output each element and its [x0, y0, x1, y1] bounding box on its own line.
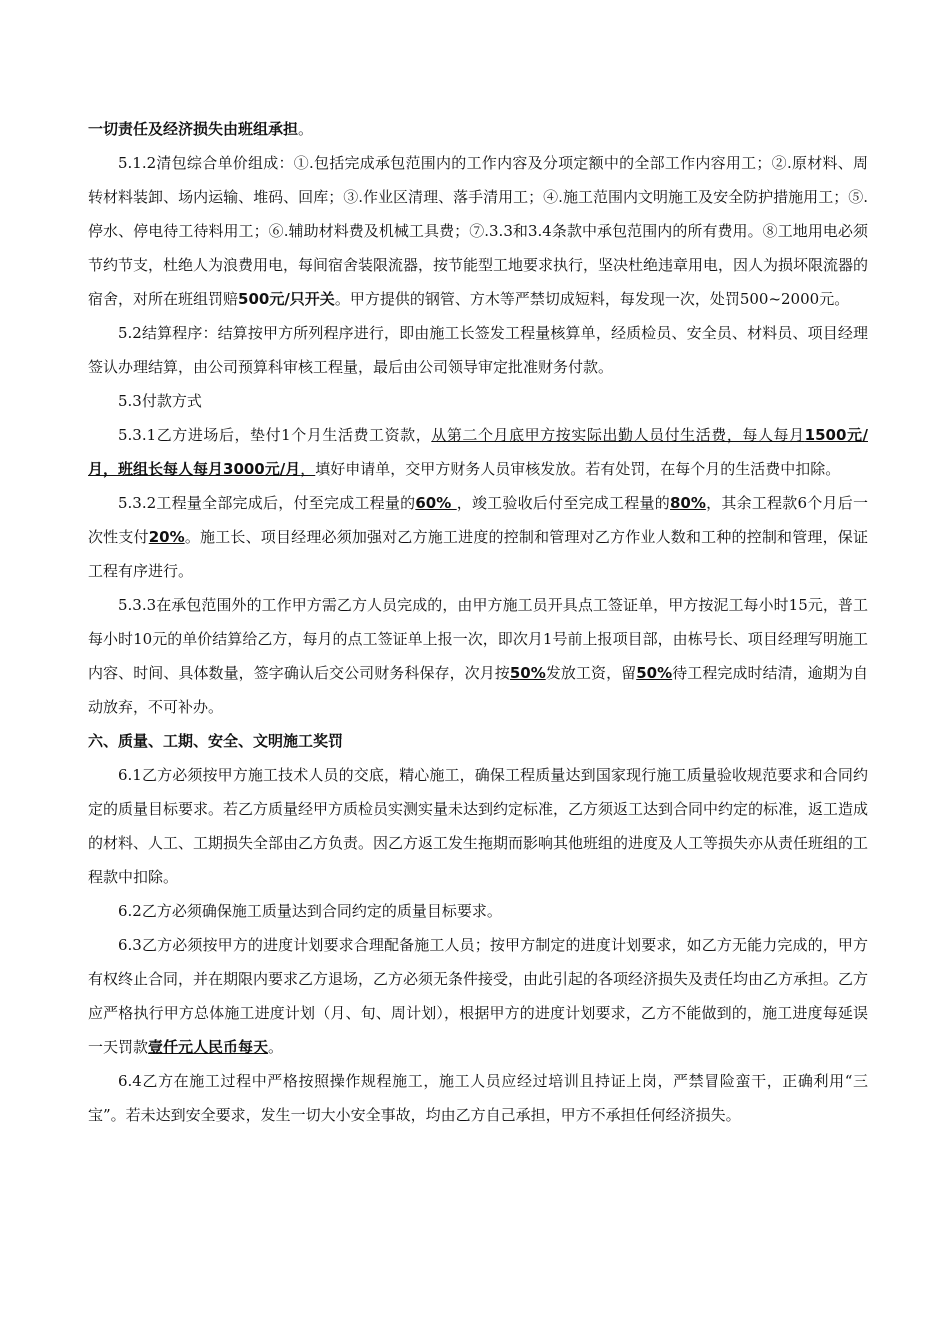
text: ，竣工验收后付至完成工程量的	[456, 494, 670, 512]
text: 。	[298, 120, 314, 138]
paragraph-6-2: 6.2乙方必须确保施工质量达到合同约定的质量目标要求。	[118, 902, 502, 920]
underlined-text: 从第二个月底甲方按实际出勤人员付生活费，每人每月	[431, 426, 805, 444]
underlined-bold-text: 50%	[636, 664, 673, 682]
underlined-bold-text: 20%	[148, 528, 185, 546]
paragraph-6-4: 6.4乙方在施工过程中严格按照操作规程施工，施工人员应经过培训且持证上岗，严禁冒险蛮干，正确利用“三宝”。若未达到安全要求，发生一切大小安全事故，均由乙方自己承担，甲方不承担任何经济损失。	[88, 1072, 868, 1124]
bold-text: 500元/只开关	[238, 290, 335, 308]
text: 5.3.1乙方进场后，垫付1个月生活费工资款，	[118, 426, 432, 444]
paragraph-5-3: 5.3付款方式	[118, 392, 202, 410]
text: 填好申请单，交甲方财务人员审核发放。若有处罚，在每个月的生活费中扣除。	[315, 460, 841, 478]
underlined-bold-text: 壹仟元人民币每天	[148, 1038, 269, 1056]
text: 。施工长、项目经理必须加强对乙方施工进度的控制和管理对乙方作业人数和工种的控制和管理，保证工程有序进行。	[88, 528, 868, 580]
text: 5.1.2清包综合单价组成：①.包括完成承包范围内的工作内容及分项定额中的全部工作内容用工；②.原材料、周转材料装卸、场内运输、堆码、回库；③.作业区清理、落手清用工；④.施工范围内文明施工及安全防护措施用工；⑤.停水、停电待工待料用工；⑥.辅助材料费及机械工具费；⑦.3.3和3.4条款中承包范围内的所有费用。⑧工地用电必须节约节支，杜绝人为浪费用电，每间宿舍装限流器，按节能型工地要求执行，坚决杜绝违章用电，因人为损坏限流器的宿舍，对所在班组罚赔	[88, 154, 869, 308]
paragraph-6-3	[88, 928, 868, 1064]
text: 5.3.2工程量全部完成后，付至完成工程量的	[118, 494, 416, 512]
underlined-bold-text: 60%	[415, 494, 457, 512]
section-heading-6: 六、质量、工期、安全、文明施工奖罚	[88, 732, 344, 750]
paragraph-liability	[88, 112, 868, 146]
underlined-bold-text: 80%	[669, 494, 706, 512]
underlined-bold-text: 50%	[509, 664, 546, 682]
text: 6.3乙方必须按甲方的进度计划要求合理配备施工人员；按甲方制定的进度计划要求，如乙方无能力完成的，甲方有权终止合同，并在期限内要求乙方退场，乙方必须无条件接受，由此引起的各项经济损失及责任均由乙方承担。乙方应严格执行甲方总体施工进度计划（月、旬、周计划），根据甲方的进度计划要求，乙方不能做到的，施工进度每延误一天罚款	[88, 936, 869, 1056]
paragraph-5-1-2	[88, 146, 868, 316]
document-body	[88, 112, 868, 1132]
underlined-text: ，	[300, 460, 316, 478]
text: ，其余工程款6个月后一次性支付	[88, 494, 868, 546]
text: 。甲方提供的钢管、方木等严禁切成短料，每发现一次，处罚500~2000元。	[334, 290, 850, 308]
text: 。	[268, 1038, 284, 1056]
text: 待工程完成时结清，逾期为自动放弃，不可补办。	[88, 664, 868, 716]
paragraph-6-1: 6.1乙方必须按甲方施工技术人员的交底，精心施工，确保工程质量达到国家现行施工质量验收规范要求和合同约定的质量目标要求。若乙方质量经甲方质检员实测实量未达到约定标准，乙方须返工达到合同中约定的标准，返工造成的材料、人工、工期损失全部由乙方负责。因乙方返工发生拖期而影响其他班组的进度及人工等损失亦从责任班组的工程款中扣除。	[88, 766, 869, 886]
paragraph-5-3-3	[88, 588, 868, 724]
bold-text: 一切责任及经济损失由班组承担	[88, 120, 299, 138]
paragraph-5-3-2	[88, 486, 868, 588]
text: 发放工资，留	[545, 664, 637, 682]
paragraph-5-3-1	[88, 418, 868, 486]
underlined-bold-text: 1500元/月，班组长每人每月3000元/月	[88, 426, 868, 478]
paragraph-5-2: 5.2结算程序：结算按甲方所列程序进行，即由施工长签发工程量核算单，经质检员、安全员、材料员、项目经理签认办理结算，由公司预算科审核工程量，最后由公司领导审定批准财务付款。	[88, 324, 868, 376]
text: 5.3.3在承包范围外的工作甲方需乙方人员完成的，由甲方施工员开具点工签证单，甲方按泥工每小时15元，普工每小时10元的单价结算给乙方，每月的点工签证单上报一次，即次月1号前上报项目部，由栋号长、项目经理写明施工内容、时间、具体数量，签字确认后交公司财务科保存，次月按	[88, 596, 868, 682]
